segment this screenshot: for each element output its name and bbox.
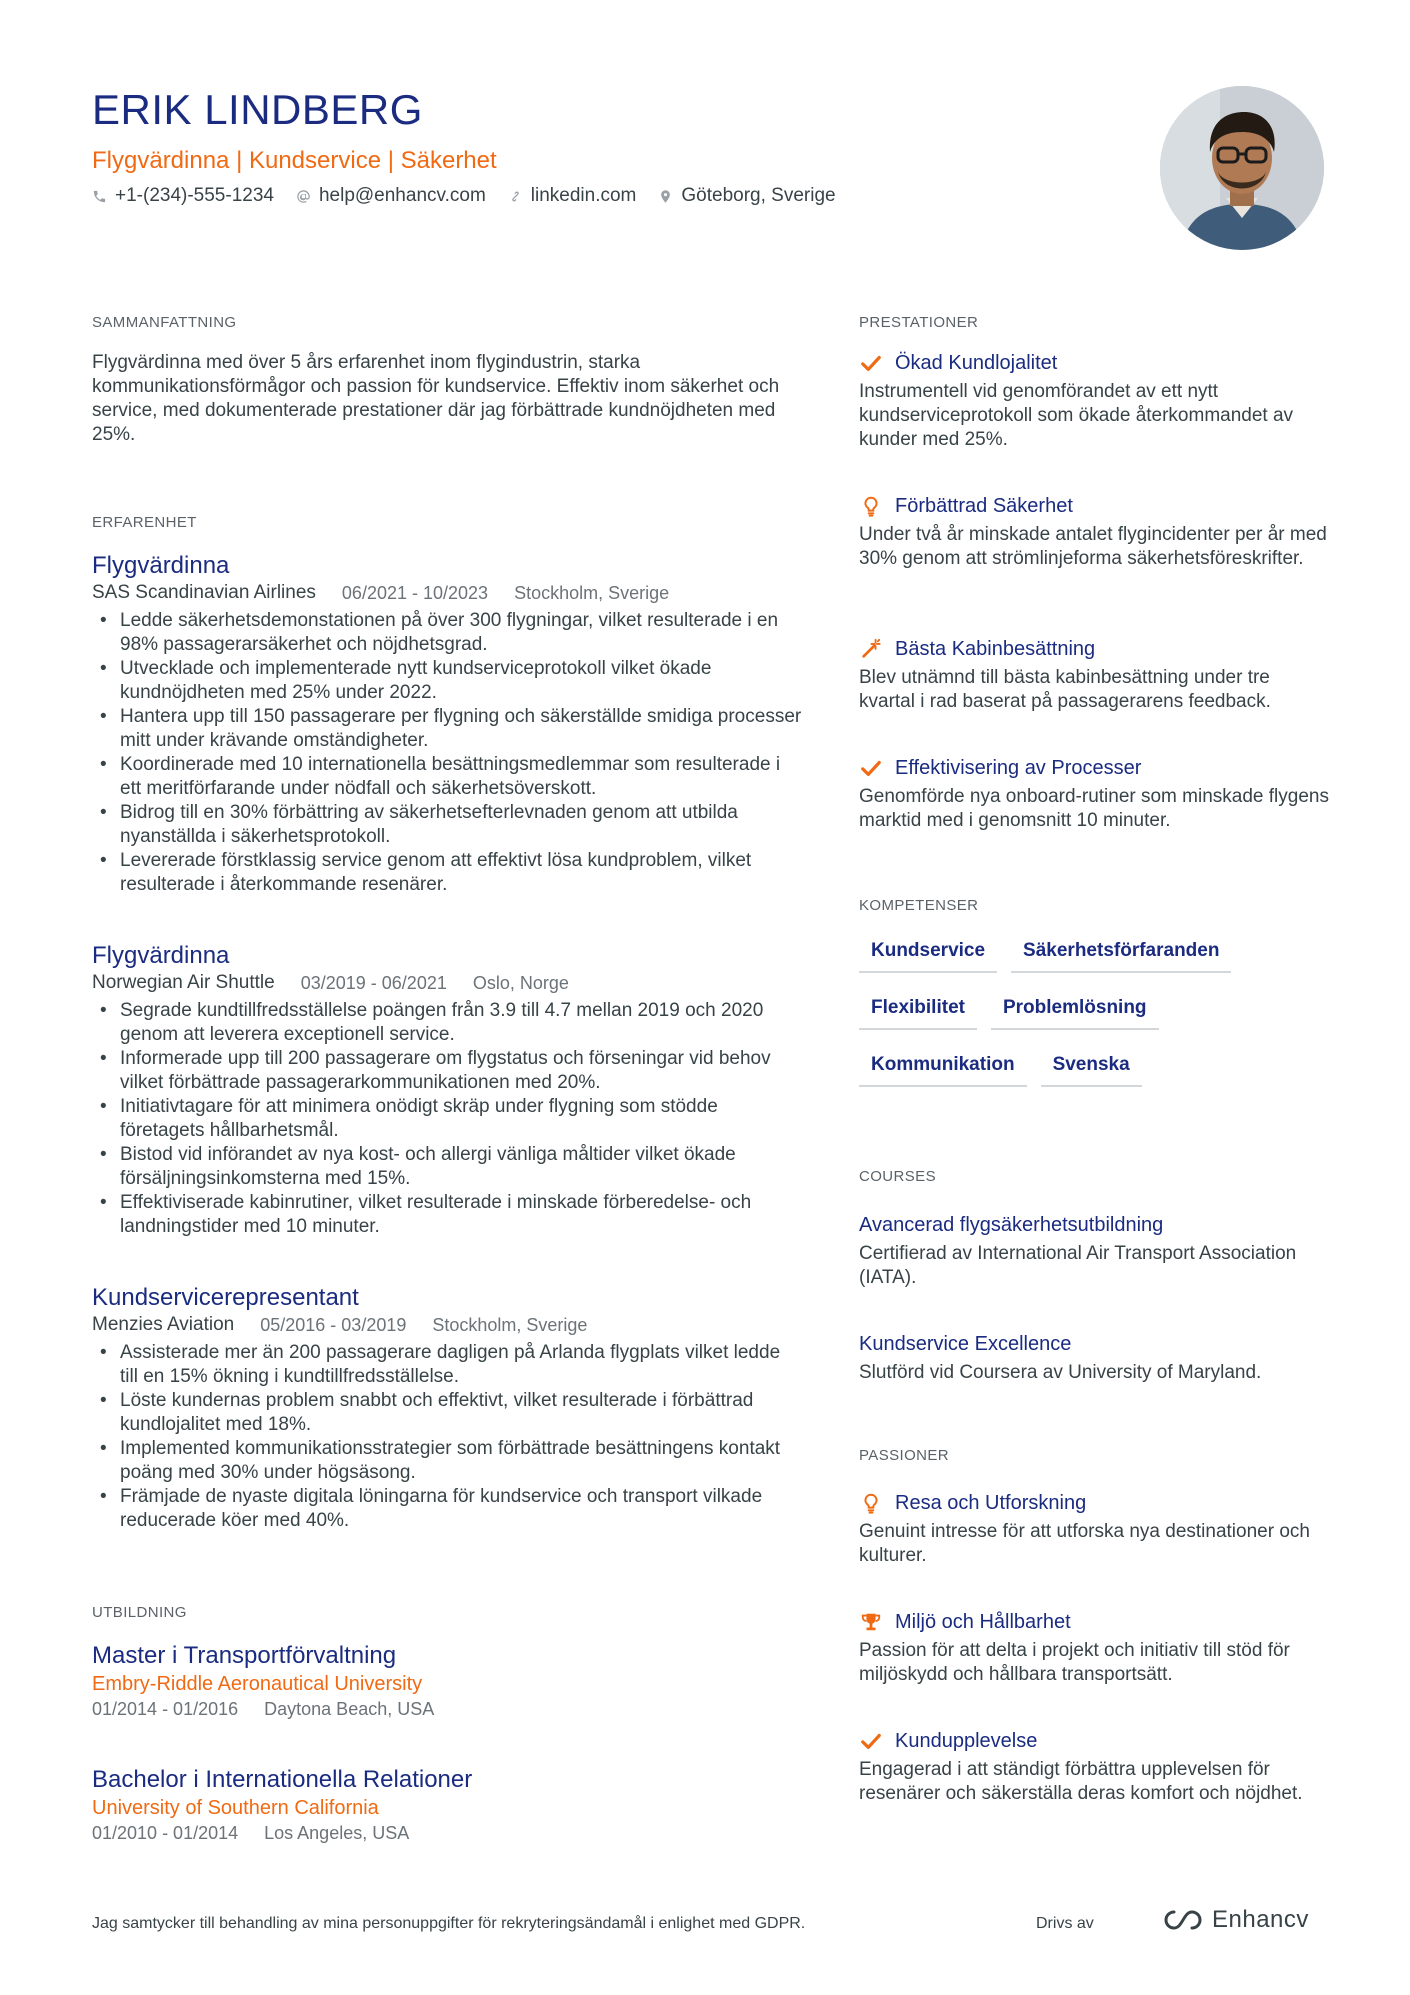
job-company: Norwegian Air Shuttle bbox=[92, 972, 275, 993]
achievement-title: Förbättrad Säkerhet bbox=[895, 495, 1073, 517]
course-title: Kundservice Excellence bbox=[859, 1333, 1072, 1355]
education-dates: 01/2014 - 01/2016 bbox=[92, 1699, 239, 1719]
job-meta bbox=[92, 1313, 802, 1337]
job-bullet: • Löste kundernas problem snabbt och effektivt, vilket resulterade i förbättrad kundlojalitet med 18%. bbox=[92, 1389, 802, 1437]
skill-tag: Säkerhetsförfaranden bbox=[1011, 932, 1231, 973]
job-location: Oslo, Norge bbox=[472, 973, 569, 993]
achievement-desc: Instrumentell vid genomförandet av ett nytt kundserviceprotokoll som ökade återkommandet av kunder med 25%. bbox=[859, 381, 1294, 450]
job-bullet: • Bistod vid införandet av nya kost- och allergi vänliga måltider vilket ökade försäljningsinkomsterna med 15%. bbox=[92, 1143, 802, 1191]
achievement-desc: Genomförde nya onboard-rutiner som minskade flygens marktid med i genomsnitt 10 minuter. bbox=[859, 786, 1329, 831]
job-dates: 06/2021 - 10/2023 bbox=[341, 583, 489, 603]
job-bullet: • Levererade förstklassig service genom att effektivt lösa kundproblem, vilket resulterade i återkommande resenärer. bbox=[92, 849, 802, 897]
education-dates: 01/2010 - 01/2014 bbox=[92, 1823, 239, 1843]
achievement-desc: Blev utnämnd till bästa kabinbesättning under tre kvartal i rad baserat på passagerarens feedback. bbox=[859, 667, 1271, 712]
skill-tag: Problemlösning bbox=[991, 989, 1159, 1030]
summary-heading: SAMMANFATTNING bbox=[92, 314, 237, 331]
at-icon bbox=[296, 189, 311, 204]
phone-icon bbox=[92, 189, 107, 204]
course-title: Avancerad flygsäkerhetsutbildning bbox=[859, 1214, 1164, 1236]
job-dates: 05/2016 - 03/2019 bbox=[260, 1315, 407, 1335]
achievement-title: Ökad Kundlojalitet bbox=[895, 352, 1058, 374]
job-bullet: • Initiativtagare för att minimera onödigt skräp under flygning som stödde företagets hållbarhetsmål. bbox=[92, 1095, 802, 1143]
job-bullet: • Koordinerade med 10 internationella besättningsmedlemmar som resulterade i ett meritförfarande under nödfall och säkerhetsöverskott. bbox=[92, 753, 802, 801]
achievements-heading: PRESTATIONER bbox=[859, 314, 979, 331]
job-bullet: • Utvecklade och implementerade nytt kundserviceprotokoll vilket ökade kundnöjdheten med 25% under 2022. bbox=[92, 657, 802, 705]
education-location: Daytona Beach, USA bbox=[264, 1699, 435, 1719]
job-bullet: • Bidrog till en 30% förbättring av säkerhetsefterlevnaden genom att utbilda nyanställda i säkerhetsprotokoll. bbox=[92, 801, 802, 849]
candidate-title: Flygvärdinna | Kundservice | Säkerhet bbox=[92, 147, 497, 174]
achievement-desc: Under två år minskade antalet flygincidenter per år med 30% genom att strömlinjeforma säkerhetsföreskrifter. bbox=[859, 524, 1327, 569]
education-school: Embry-Riddle Aeronautical University bbox=[92, 1673, 423, 1695]
enhancv-logo-icon bbox=[1160, 1907, 1206, 1933]
job-location: Stockholm, Sverige bbox=[514, 583, 670, 603]
job-title: Kundservicerepresentant bbox=[92, 1284, 359, 1311]
education-heading: UTBILDNING bbox=[92, 1604, 187, 1621]
magic-wand-icon bbox=[859, 637, 883, 661]
checkmark-icon bbox=[859, 756, 883, 780]
checkmark-icon bbox=[859, 1729, 883, 1753]
job-bullets bbox=[92, 999, 802, 1239]
course-item bbox=[859, 1331, 1329, 1385]
job-bullet: • Informerade upp till 200 passagerare om flygstatus och förseningar vid behov vilket förbättrade passagerarkommunikationen med 20%. bbox=[92, 1047, 802, 1095]
skill-tag: Flexibilitet bbox=[859, 989, 977, 1030]
link-icon bbox=[508, 189, 523, 204]
linkedin-text: linkedin.com bbox=[530, 185, 637, 206]
checkmark-icon bbox=[859, 351, 883, 375]
passion-item bbox=[859, 1490, 1329, 1568]
education-entry bbox=[92, 1641, 802, 1721]
experience-heading: ERFARENHET bbox=[92, 514, 197, 531]
achievement-item bbox=[859, 755, 1329, 833]
job-entry bbox=[92, 941, 802, 1239]
education-meta bbox=[92, 1821, 802, 1845]
summary-text: Flygvärdinna med över 5 års erfarenhet inom flygindustrin, starka kommunikationsförmågor och passion för kundservice. Effektiv inom säkerhet och service, med dokumenterade prestationer där jag förbättrade kundnöjdheten med 25%. bbox=[92, 352, 780, 445]
contact-bar bbox=[92, 185, 858, 207]
education-degree: Bachelor i Internationella Relationer bbox=[92, 1766, 473, 1793]
email-text: help@enhancv.com bbox=[318, 185, 486, 206]
job-bullet: • Implemented kommunikationsstrategier som förbättrade besättningens kontakt poäng med 30% under högsäsong. bbox=[92, 1437, 802, 1485]
skills-list bbox=[859, 932, 1329, 1103]
achievement-title: Bästa Kabinbesättning bbox=[895, 638, 1096, 660]
job-title: Flygvärdinna bbox=[92, 552, 230, 579]
contact-email[interactable] bbox=[296, 185, 486, 207]
achievement-item bbox=[859, 636, 1329, 714]
contact-linkedin[interactable] bbox=[508, 185, 637, 207]
job-meta bbox=[92, 581, 802, 605]
job-bullet: • Främjade de nyaste digitala löningarna för kundservice och transport vilkade reducerade köer med 40%. bbox=[92, 1485, 802, 1533]
skill-tag: Svenska bbox=[1041, 1046, 1142, 1087]
lightbulb-icon bbox=[859, 1491, 883, 1515]
passion-item bbox=[859, 1728, 1329, 1806]
passion-title: Miljö och Hållbarhet bbox=[895, 1611, 1071, 1633]
achievement-item bbox=[859, 493, 1329, 571]
job-bullets bbox=[92, 609, 802, 897]
job-title: Flygvärdinna bbox=[92, 942, 230, 969]
job-bullets bbox=[92, 1341, 802, 1533]
education-location: Los Angeles, USA bbox=[264, 1823, 410, 1843]
phone-text: +1-(234)-555-1234 bbox=[115, 185, 274, 206]
lightbulb-icon bbox=[859, 494, 883, 518]
trophy-icon bbox=[859, 1610, 883, 1634]
passion-title: Resa och Utforskning bbox=[895, 1492, 1087, 1514]
passion-desc: Passion för att delta i projekt och initiativ till stöd för miljöskydd och hållbara transportsätt. bbox=[859, 1640, 1290, 1685]
education-school: University of Southern California bbox=[92, 1797, 379, 1819]
course-desc: Certifierad av International Air Transport Association (IATA). bbox=[859, 1243, 1297, 1288]
job-location: Stockholm, Sverige bbox=[432, 1315, 588, 1335]
job-bullet: • Segrade kundtillfredsställelse poängen från 3.9 till 4.7 mellan 2019 och 2020 genom att leverera exceptionell service. bbox=[92, 999, 802, 1047]
contact-location bbox=[658, 185, 835, 207]
candidate-name: ERIK LINDBERG bbox=[92, 86, 423, 133]
profile-photo bbox=[1160, 86, 1324, 250]
job-bullet: • Effektiviserade kabinrutiner, vilket resulterade i minskade förberedelse- och landningstider med 10 minuter. bbox=[92, 1191, 802, 1239]
job-dates: 03/2019 - 06/2021 bbox=[300, 973, 447, 993]
contact-phone[interactable] bbox=[92, 185, 274, 207]
courses-heading: COURSES bbox=[859, 1168, 936, 1185]
job-bullet: • Ledde säkerhetsdemonstationen på över 300 flygningar, vilket resulterade i en 98% passagerarsäkerhet och nöjdhetsgrad. bbox=[92, 609, 802, 657]
gdpr-consent-note: Jag samtycker till behandling av mina personuppgifter för rekryteringsändamål i enlighet med GDPR. bbox=[92, 1915, 806, 1932]
job-entry bbox=[92, 1283, 802, 1533]
education-degree: Master i Transportförvaltning bbox=[92, 1642, 397, 1669]
course-item bbox=[859, 1212, 1329, 1290]
education-entry bbox=[92, 1765, 802, 1845]
skill-tag: Kundservice bbox=[859, 932, 997, 973]
enhancv-brand: Enhancv bbox=[1212, 1906, 1309, 1933]
passions-heading: PASSIONER bbox=[859, 1447, 950, 1464]
passion-desc: Engagerad i att ständigt förbättra upplevelsen för resenärer och säkerställa deras komfort och nöjdhet. bbox=[859, 1759, 1303, 1804]
passion-item bbox=[859, 1609, 1329, 1687]
job-company: SAS Scandinavian Airlines bbox=[92, 582, 316, 603]
job-bullet: • Hantera upp till 150 passagerare per flygning och säkerställde smidiga processer mitt under krävande omständigheter. bbox=[92, 705, 802, 753]
achievement-title: Effektivisering av Processer bbox=[895, 757, 1142, 779]
skills-heading: KOMPETENSER bbox=[859, 897, 979, 914]
job-entry bbox=[92, 551, 802, 897]
location-text: Göteborg, Sverige bbox=[681, 185, 836, 206]
powered-by-label: Drivs av bbox=[1036, 1915, 1094, 1932]
job-bullet: • Assisterade mer än 200 passagerare dagligen på Arlanda flygplats vilket ledde till en 15% ökning i kundtillfredsställelse. bbox=[92, 1341, 802, 1389]
enhancv-logo[interactable] bbox=[1160, 1906, 1309, 1934]
passion-title: Kundupplevelse bbox=[895, 1730, 1038, 1752]
achievement-item bbox=[859, 350, 1329, 452]
job-meta bbox=[92, 971, 802, 995]
course-desc: Slutförd vid Coursera av University of Maryland. bbox=[859, 1362, 1262, 1383]
skill-tag: Kommunikation bbox=[859, 1046, 1027, 1087]
job-company: Menzies Aviation bbox=[92, 1314, 235, 1335]
location-pin-icon bbox=[658, 189, 673, 204]
education-meta bbox=[92, 1697, 802, 1721]
passion-desc: Genuint intresse för att utforska nya destinationer och kulturer. bbox=[859, 1521, 1310, 1566]
